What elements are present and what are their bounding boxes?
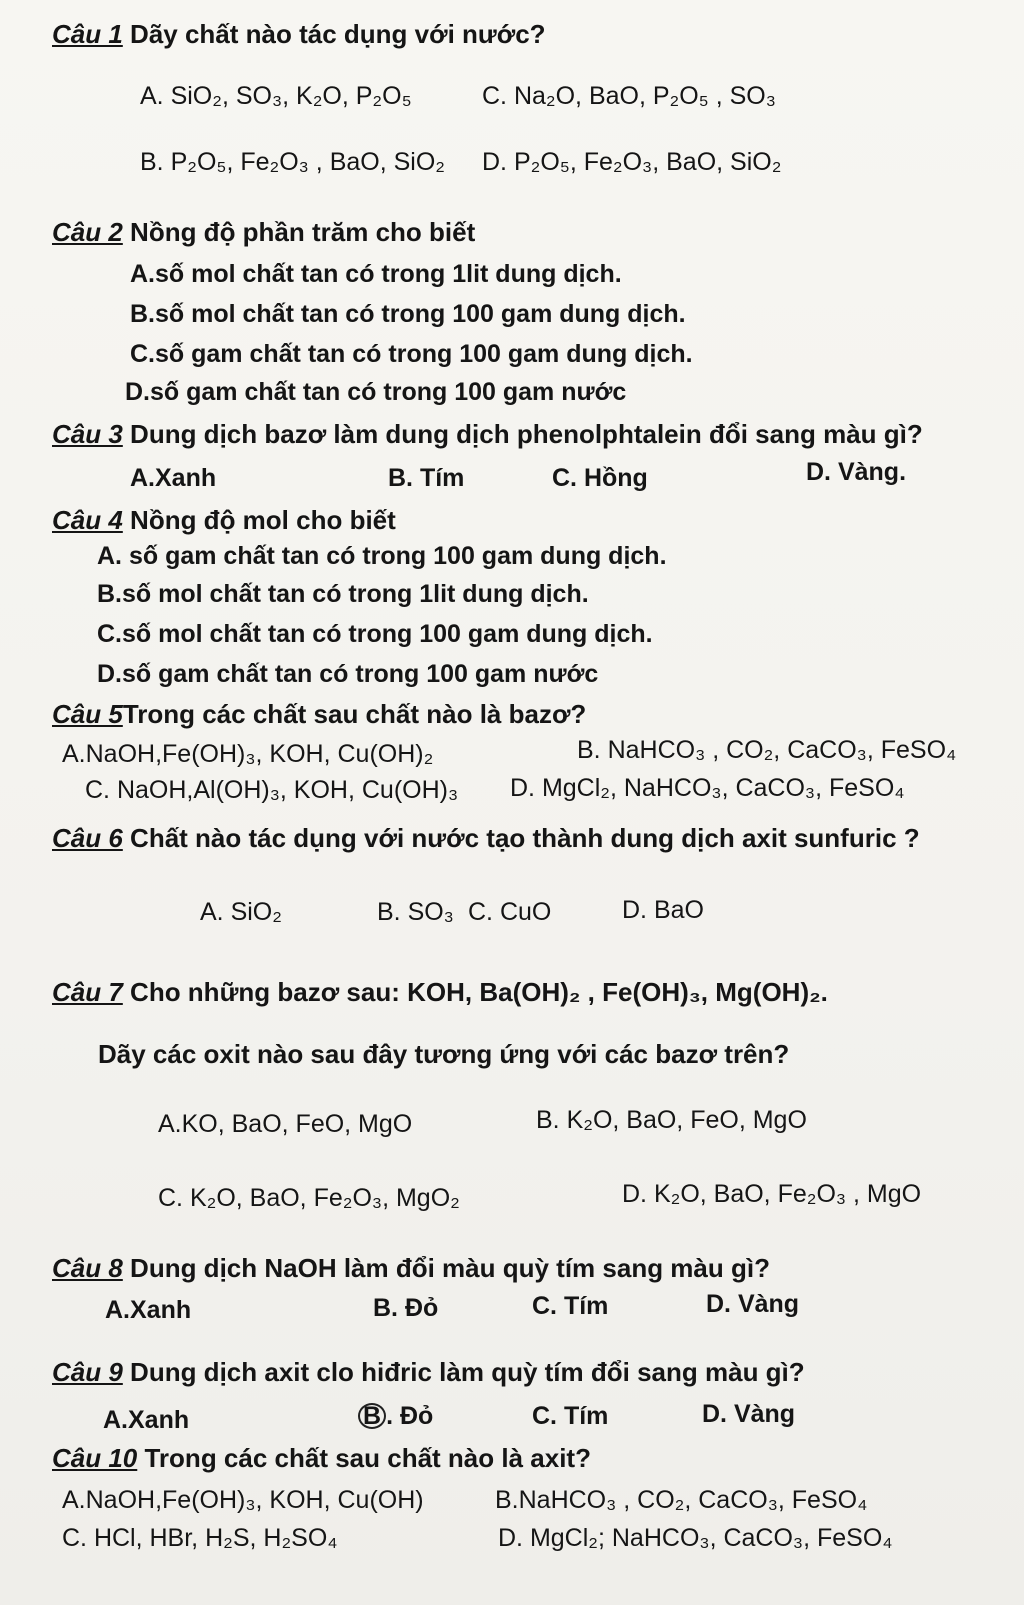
- question-text: Dung dịch axit clo hiđric làm quỳ tím đổi sang màu gì?: [122, 1357, 805, 1387]
- option-b: B. K₂O, BaO, FeO, MgO: [536, 1106, 807, 1134]
- option-b: B. Tím: [388, 464, 465, 492]
- option-c: C. HCl, HBr, H₂S, H₂SO₄: [62, 1524, 338, 1552]
- question-text: Chất nào tác dụng với nước tạo thành dung dịch axit sunfuric ?: [122, 823, 920, 853]
- option-c: C. Hồng: [552, 464, 648, 492]
- question-number: Câu 8: [52, 1253, 123, 1283]
- question-7: [52, 976, 828, 1008]
- option-a: A. SiO₂: [200, 898, 282, 926]
- option-b: B.NaHCO₃ , CO₂, CaCO₃, FeSO₄: [495, 1486, 868, 1514]
- question-text: Dung dịch bazơ làm dung dịch phenolphtalein đổi sang màu gì?: [122, 419, 923, 449]
- option-b-text: . Đỏ: [386, 1402, 434, 1430]
- question-8: [52, 1252, 770, 1284]
- option-a: A.số mol chất tan có trong 1lit dung dịch.: [130, 260, 622, 288]
- question-text: Nồng độ phần trăm cho biết: [122, 217, 476, 247]
- option-b: B.số mol chất tan có trong 100 gam dung dịch.: [130, 300, 686, 328]
- option-d: D.số gam chất tan có trong 100 gam nước: [97, 660, 599, 688]
- question-text: Cho những bazơ sau: KOH, Ba(OH)₂ , Fe(OH)₃, Mg(OH)₂.: [122, 977, 828, 1007]
- question-text: Dãy chất nào tác dụng với nước?: [122, 19, 546, 49]
- option-b: B. Đỏ: [373, 1294, 439, 1322]
- question-7-subtext: Dãy các oxit nào sau đây tương ứng với các bazơ trên?: [98, 1039, 790, 1069]
- option-d: D. P₂O₅, Fe₂O₃, BaO, SiO₂: [482, 148, 782, 176]
- option-d: D. MgCl₂, NaHCO₃, CaCO₃, FeSO₄: [510, 774, 905, 802]
- option-c: C. Na₂O, BaO, P₂O₅ , SO₃: [482, 82, 776, 110]
- option-a: A. SiO₂, SO₃, K₂O, P₂O₅: [140, 82, 412, 110]
- question-text: Trong các chất sau chất nào là bazơ?: [122, 699, 587, 729]
- option-d: D. BaO: [622, 896, 704, 924]
- option-c: C. CuO: [468, 898, 552, 926]
- option-a: A.Xanh: [105, 1296, 192, 1324]
- option-d: D. Vàng.: [806, 458, 907, 486]
- question-number: Câu 9: [52, 1357, 123, 1387]
- option-b: B. NaHCO₃ , CO₂, CaCO₃, FeSO₄: [577, 736, 957, 764]
- option-d: D. MgCl₂; NaHCO₃, CaCO₃, FeSO₄: [498, 1524, 893, 1552]
- option-c: C. NaOH,Al(OH)₃, KOH, Cu(OH)₃: [85, 776, 459, 804]
- circled-answer: B: [358, 1403, 386, 1429]
- question-10: [52, 1442, 591, 1474]
- question-3: [52, 418, 923, 450]
- question-text: Nồng độ mol cho biết: [122, 505, 396, 535]
- question-number: Câu 5: [52, 699, 123, 729]
- option-d: D. K₂O, BaO, Fe₂O₃ , MgO: [622, 1180, 922, 1208]
- question-number: Câu 7: [52, 977, 123, 1007]
- option-b: B.số mol chất tan có trong 1lit dung dịch.: [97, 580, 589, 608]
- option-c: C. K₂O, BaO, Fe₂O₃, MgO₂: [158, 1184, 460, 1212]
- option-d: D. Vàng: [706, 1290, 800, 1318]
- question-text: Dung dịch NaOH làm đổi màu quỳ tím sang màu gì?: [122, 1253, 770, 1283]
- option-a: A.KO, BaO, FeO, MgO: [158, 1110, 413, 1138]
- question-number: Câu 3: [52, 419, 123, 449]
- option-c: C. Tím: [532, 1292, 609, 1320]
- question-2: [52, 216, 475, 248]
- option-d: D. Vàng: [702, 1400, 796, 1428]
- option-b: [358, 1400, 433, 1432]
- option-c: C.số gam chất tan có trong 100 gam dung dịch.: [130, 340, 693, 368]
- question-number: Câu 1: [52, 19, 123, 49]
- question-9: [52, 1356, 805, 1388]
- option-c: C.số mol chất tan có trong 100 gam dung dịch.: [97, 620, 653, 648]
- option-b: B. SO₃: [377, 898, 454, 926]
- option-a: A.NaOH,Fe(OH)₃, KOH, Cu(OH)₂: [62, 740, 434, 768]
- option-a: A.Xanh: [103, 1406, 190, 1434]
- option-c: C. Tím: [532, 1402, 609, 1430]
- question-6: [52, 822, 920, 854]
- option-a: A.Xanh: [130, 464, 217, 492]
- question-4: [52, 504, 396, 536]
- option-b: B. P₂O₅, Fe₂O₃ , BaO, SiO₂: [140, 148, 445, 176]
- question-number: Câu 10: [52, 1443, 138, 1473]
- option-a: A. số gam chất tan có trong 100 gam dung dịch.: [97, 542, 667, 570]
- question-5: [52, 698, 586, 730]
- question-number: Câu 4: [52, 505, 123, 535]
- question-number: Câu 2: [52, 217, 123, 247]
- option-a: A.NaOH,Fe(OH)₃, KOH, Cu(OH): [62, 1486, 424, 1514]
- question-number: Câu 6: [52, 823, 123, 853]
- option-d: D.số gam chất tan có trong 100 gam nước: [125, 378, 627, 406]
- question-text: Trong các chất sau chất nào là axit?: [137, 1443, 591, 1473]
- question-1: [52, 18, 546, 50]
